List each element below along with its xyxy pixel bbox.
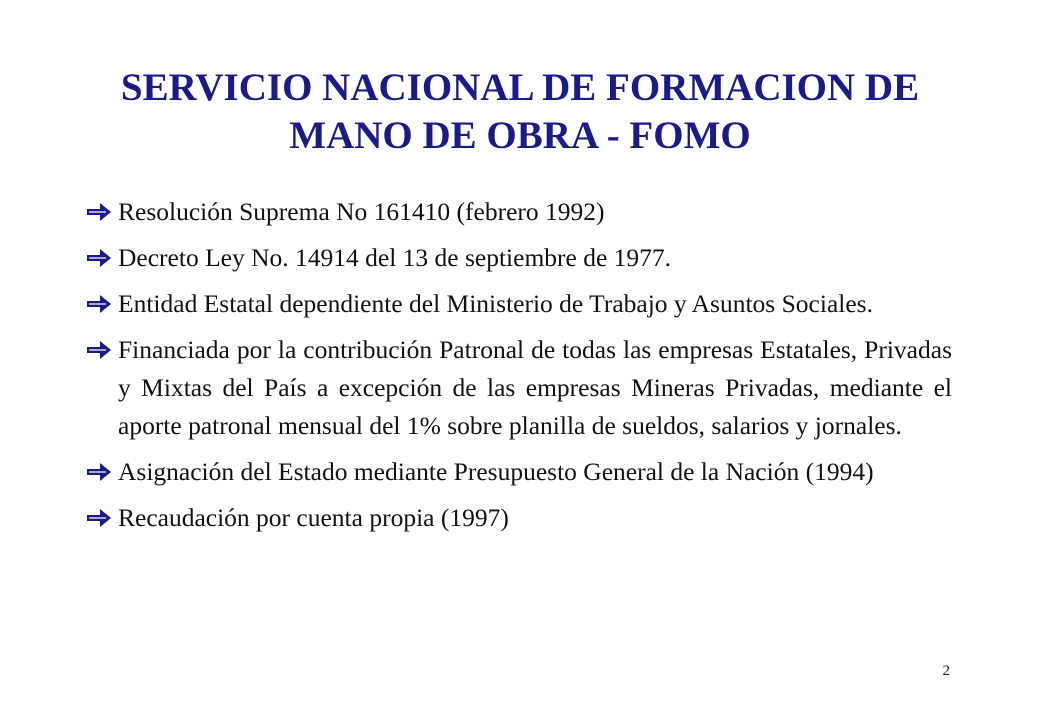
bullet-text: Financiada por la contribución Patronal de todas las empresas Estatales, Privadas y Mixtas del País a excepción de las empresas Mineras Privadas, mediante el aporte patronal mensual del 1% sobre planilla de sueldos, salarios y jornales. — [118, 335, 952, 440]
page-number: 2 — [942, 663, 950, 679]
bullet-text: Decreto Ley No. 14914 del 13 de septiembre de 1977. — [118, 243, 672, 272]
bullet-item — [86, 331, 952, 445]
right-arrow-icon — [86, 239, 118, 277]
right-arrow-icon — [86, 285, 118, 323]
bullet-text: Asignación del Estado mediante Presupuesto General de la Nación (1994) — [118, 457, 874, 486]
bullet-text: Entidad Estatal dependiente del Ministerio de Trabajo y Asuntos Sociales. — [118, 289, 873, 318]
slide-title-line-2: MANO DE OBRA - FOMO — [289, 114, 751, 157]
right-arrow-icon — [86, 499, 118, 537]
bullet-item — [86, 193, 952, 231]
bullet-text: Resolución Suprema No 161410 (febrero 1992) — [118, 197, 605, 226]
bullet-item — [86, 285, 952, 323]
right-arrow-icon — [86, 193, 118, 231]
bullet-item — [86, 239, 952, 277]
right-arrow-icon — [86, 331, 118, 369]
slide-title-line-1: SERVICIO NACIONAL DE FORMACION DE — [120, 66, 920, 109]
bullet-item — [86, 453, 952, 491]
right-arrow-icon — [86, 453, 118, 491]
slide-title — [40, 64, 1000, 160]
bullet-item — [86, 499, 952, 537]
bullet-list — [86, 193, 952, 545]
bullet-text: Recaudación por cuenta propia (1997) — [118, 503, 509, 532]
